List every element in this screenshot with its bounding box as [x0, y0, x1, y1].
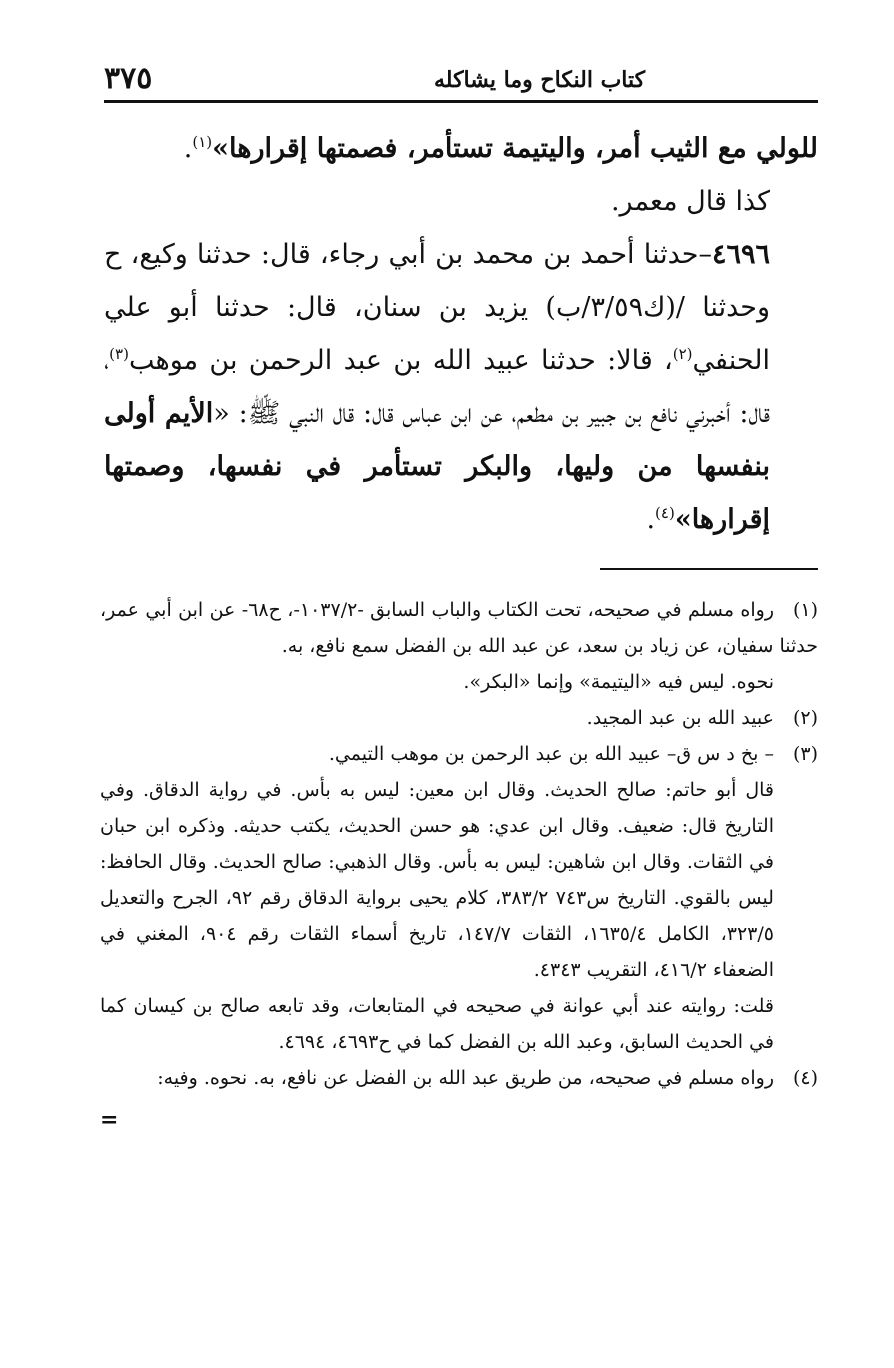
- footnote-1: (١)رواه مسلم في صحيحه، تحت الكتاب والباب السابق -١٠٣٧/٢-، ح٦٨- عن ابن أبي عمر، حدثنا سفيان، عن زياد بن سعد، عن عبد الله بن الفضل سمع نافع، به.: [100, 592, 818, 664]
- hadith-text-bold: للولي مع الثيب أمر، واليتيمة تستأمر، فصمتها إقرارها»: [212, 133, 818, 164]
- footnote-3-author-note: قلت: روايته عند أبي عوانة في صحيحه في المتابعات، وقد تابعه صالح بن كيسان كما في الحديث السابق، وعبد الله بن الفضل كما في ح٤٦٩٣، ٤٦٩٤.: [100, 995, 774, 1053]
- text-line: للولي مع الثيب أمر، واليتيمة تستأمر، فصمتها إقرارها»$^{(١)}$.: [183, 133, 818, 164]
- footnote-number: (٣): [792, 743, 818, 765]
- continuation-mark: =: [100, 1107, 119, 1133]
- footnote-1-continued: نحوه. ليس فيه «اليتيمة» وإنما «البكر».: [463, 671, 774, 693]
- main-text: [104, 122, 818, 546]
- running-title: كتاب النكاح وما يشاكله: [434, 67, 646, 93]
- footnote-number: (٢): [792, 707, 818, 729]
- page-number: ٣٧٥: [104, 61, 153, 96]
- narration-note: كذا قال معمر.: [610, 186, 770, 217]
- matn-text: الأيم أولى بنفسها من وليها، والبكر تستأمر في نفسها، وصمتها إقرارها»: [104, 398, 770, 535]
- footnote-ref: (٤): [655, 504, 675, 522]
- footnote-3-narrator-grading: قال أبو حاتم: صالح الحديث. وقال ابن معين: ليس به بأس. في رواية الدقاق. وفي التاريخ قال: ضعيف. وقال ابن عدي: هو حسن الحديث، يكتب حديثه. وذكره ابن حبان في الثقات. وقال ابن شاهين: ليس به بأس. وقال الذهبي: صالح الحديث. وقال الحافظ: ليس بالقوي. التاريخ س٧٤٣ ٣٨٣/٢، كلام يحيى برواية الدقاق رقم ٩٢، الجرح والتعديل ٣٢٣/٥، الكامل ١٦٣٥/٤، الثقات ١٤٧/٧، تاريخ أسماء الثقات رقم ٩٠٤، المغني في الضعفاء ٤١٦/٢، التقريب ٤٣٤٣.: [100, 779, 774, 981]
- footnote-4: (٤)رواه مسلم في صحيحه، من طريق عبد الله بن الفضل عن نافع، به. نحوه. وفيه: =: [100, 1060, 818, 1096]
- footnote-ref: (٣): [109, 345, 129, 363]
- isnad-text: –حدثنا أحمد بن محمد بن أبي رجاء، قال: حدثنا وكيع، ح وحدثنا /(ك٣/٥٩/ب) يزيد بن سنان، قال: حدثنا أبو علي الحنفي: [104, 239, 770, 376]
- footnote-number: (٤): [792, 1067, 818, 1089]
- footnote-2: (٢)عبيد الله بن عبد المجيد.: [100, 700, 818, 736]
- footnote-3: (٣)– بخ د س ق– عبيد الله بن عبد الرحمن بن موهب التيمي.: [100, 736, 818, 772]
- header-rule: [104, 100, 818, 103]
- footnote-ref: (٢): [672, 345, 693, 363]
- footnotes: [100, 592, 819, 1133]
- footnote-separator: [600, 568, 818, 570]
- hadith-number: ٤٦٩٦: [711, 239, 770, 270]
- page-header: [104, 62, 818, 102]
- hadith-paragraph: ٤٦٩٦–حدثنا أحمد بن محمد بن أبي رجاء، قال: حدثنا وكيع، ح وحدثنا /(ك٣/٥٩/ب) يزيد بن سنان، قال: حدثنا أبو علي الحنفي$^{(٢)}$، قالا: حدثنا عبيد الله بن عبد الرحمن بن موهب$^{(٣)}$، قال: أخبرني نافع بن جبير بن مطعم، عن ابن عباس قال: قال النبي ﷺ: «الأيم أولى بنفسها من وليها، والبكر تستأمر في نفسها، وصمتها إقرارها»$^{(٤)}$.: [104, 239, 770, 535]
- isnad-text: ، قالا: حدثنا عبيد الله بن عبد الرحمن بن موهب: [128, 345, 673, 376]
- isnad-text: ، قال: أخبرني نافع بن جبير بن مطعم، عن ابن عباس قال: قال النبي ﷺ: «: [104, 345, 770, 429]
- footnote-number: (١): [792, 599, 819, 621]
- footnote-ref: (١): [192, 133, 213, 151]
